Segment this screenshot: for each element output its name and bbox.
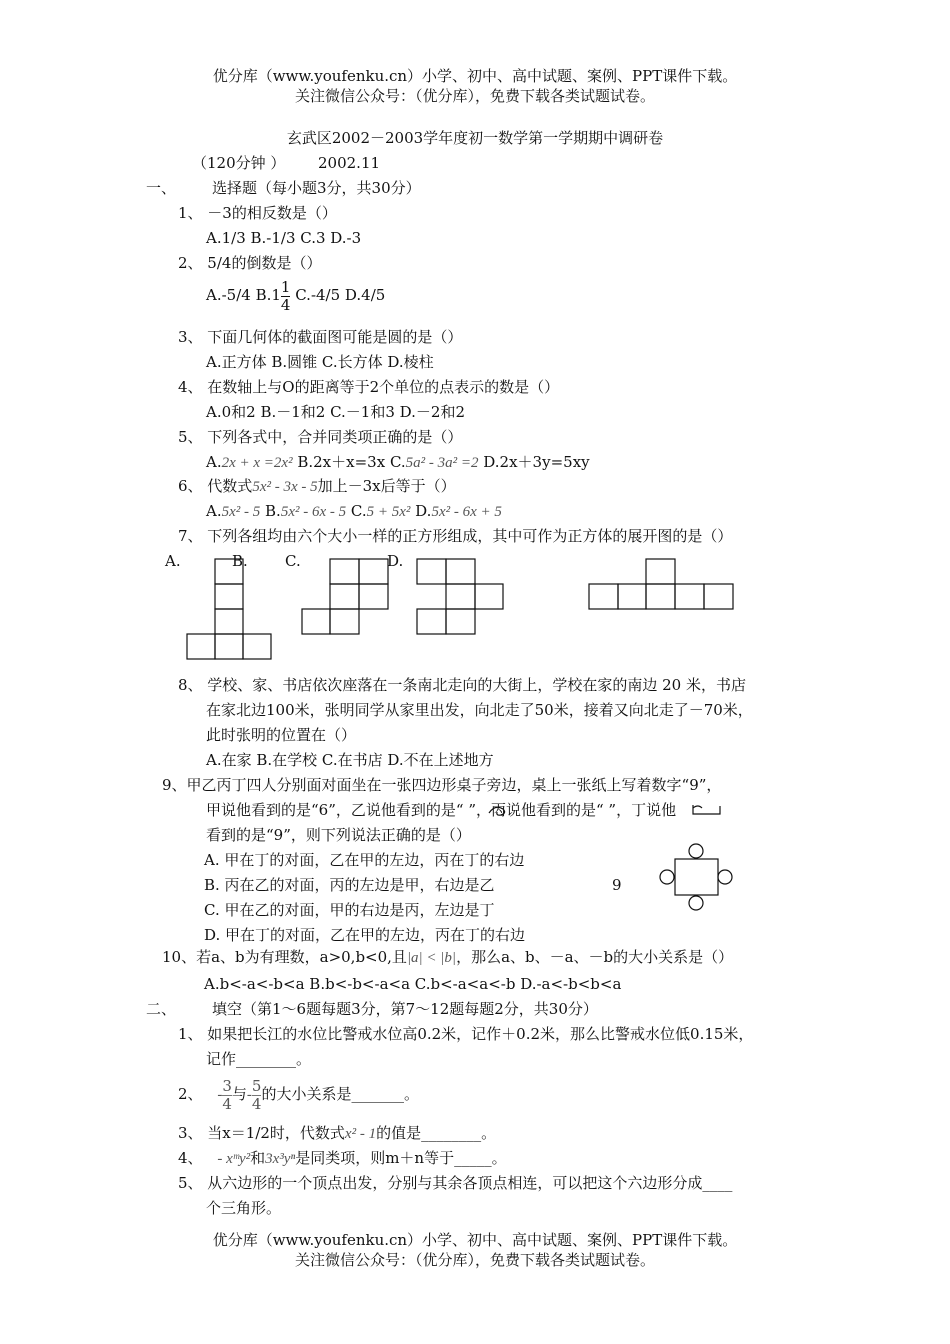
q6-math-a: 5x² - 5 [221,504,261,520]
q6-math-b: 5x² - 6x - 5 [280,504,347,520]
q6-label-a: A. [206,502,222,520]
q5-option-d: D.2x＋3y=5xy [478,453,590,471]
q4-stem: 4、 在数轴上与O的距离等于2个单位的点表示的数是（） [178,378,560,396]
s2-q5-line-1: 5、 从六边形的一个顶点出发，分别与其余各顶点相连，可以把这个六边形分成____ [178,1174,733,1192]
s2-q2-fraction-1 [222,1078,232,1113]
q9-line-2: 甲说他看到的是“6”，乙说他看到的是“ ”，丙说他看到的是“ ”，丁说他 [206,801,677,819]
exam-duration: （120分钟 ） [192,154,286,172]
rotated-nine-glyph-icon [485,800,521,820]
s2-q2-f2-num: 5 [251,1076,262,1095]
s2-q4-label: 4、 [178,1149,203,1167]
q9-line-1: 9、甲乙丙丁四人分别面对面坐在一张四边形桌子旁边，桌上一张纸上写着数字“9”， [162,776,722,794]
q8-line-2: 在家北边100米，张明同学从家里出发，向北走了50米，接着又向北走了－70米， [206,701,753,719]
net-c-square [417,609,446,634]
net-c-square [417,559,446,584]
s2-q4-mid: 和 [250,1149,266,1167]
seat-bottom-icon [689,896,703,910]
q7-label-d: D. [387,552,404,570]
seat-left-icon [660,870,674,884]
q1-options: A.1/3 B.-1/3 C.3 D.-3 [206,229,362,247]
q9-option-b: B. 丙在乙的对面，丙的左边是甲，右边是乙 [204,876,495,894]
net-b-square [359,559,388,584]
q5-label-a: A. [206,453,222,471]
net-c-square [446,609,475,634]
net-a-square [215,634,243,659]
q5-stem: 5、 下列各式中，合并同类项正确的是（） [178,428,463,446]
exam-date: 2002.11 [318,154,381,172]
s2-q4-math-1: - xᵐy² [217,1151,251,1167]
q9-paper-digit: 9 [612,876,622,894]
q6-options [206,501,502,522]
q6-stem [178,476,456,497]
q6-stem-math: 5x² - 3x - 5 [252,479,318,495]
s2-q1-line-1: 1、 如果把长江的水位比警戒水位高0.2米，记作＋0.2米，那么比警戒水位低0.15米， [178,1025,754,1043]
q2-fraction-den: 4 [280,295,291,314]
q2-option-b-whole: 1 [271,286,281,304]
section-1-number: 一、 [146,179,177,197]
q7-net-a [186,558,276,662]
s2-q3 [178,1123,496,1144]
q6-stem-a: 6、 代数式 [178,477,253,495]
s2-q2-f1-num: 3 [222,1076,232,1095]
s2-q1-line-2: 记作________。 [206,1050,312,1068]
s2-q2-neg-2: - [246,1087,252,1103]
q7-stem: 7、 下列各组均由六个大小一样的正方形组成，其中可作为正方体的展开图的是（） [178,527,733,545]
q5-math-a: 2x + x =2x² [221,455,293,471]
q10-stem-math: |a| < |b| [406,950,457,966]
net-d-square [646,584,675,609]
s2-q2-f1-den: 4 [222,1094,232,1113]
table-icon [675,859,718,895]
q6-math-d: 5x² - 6x + 5 [431,504,502,520]
s2-q4 [178,1148,507,1169]
q6-stem-b: 加上－3x后等于（） [317,477,456,495]
q7-net-b [301,558,391,638]
s2-q2-fraction-2 [252,1078,262,1113]
net-d-square [618,584,646,609]
section-1-title: 选择题（每小题3分，共30分） [212,179,421,197]
s2-q3-stem-a: 3、 当x＝1/2时，代数式 [178,1124,345,1142]
s2-q3-stem-b: 的值是________。 [376,1124,497,1142]
q7-label-c: C. [285,552,301,570]
q7-net-c [416,558,506,638]
q8-options: A.在家 B.在学校 C.在书店 D.不在上述地方 [206,751,494,769]
net-d-square [589,584,618,609]
q8-line-1: 8、 学校、家、书店依次座落在一条南北走向的大街上，学校在家的南边 20 米，书店 [178,676,746,694]
q9-option-c: C. 甲在乙的对面，甲的右边是丙，左边是丁 [204,901,495,919]
seat-top-icon [689,844,703,858]
s2-q2-neg-1: - [217,1087,223,1103]
q2-option-rest: C.-4/5 D.4/5 [290,286,386,304]
q5-option-b: B.2x＋x=3x C. [292,453,406,471]
q3-options: A.正方体 B.圆锥 C.长方体 D.棱柱 [206,353,434,371]
s2-q4-tail: 是同类项，则m＋n等于_____。 [295,1149,507,1167]
q6-math-c: 5 + 5x² [366,504,411,520]
net-c-square [475,584,503,609]
header-line-2: 关注微信公众号：（优分库），免费下载各类试题试卷。 [294,87,655,105]
q5-options [206,452,590,473]
q1-stem: 1、 －3的相反数是（） [178,204,337,222]
footer-line-1: 优分库（www.youfenku.cn）小学、初中、高中试题、案例、PPT课件下载。 [212,1231,738,1249]
q10-stem [162,947,733,968]
q6-label-d: D. [410,502,432,520]
q2-fraction-num: 1 [280,277,291,296]
s2-q2 [178,1074,419,1115]
rotated-six-glyph-icon [690,800,726,820]
net-b-square [330,609,359,634]
q2-options [206,278,385,314]
q10-options: A.b<-a<-b<a B.b<-b<-a<a C.b<-a<a<-b D.-a<-b<b<a [204,975,622,993]
net-a-square [215,609,243,634]
q7-label-a: A. [165,552,181,570]
net-b-square [359,584,388,609]
q9-option-d: D. 甲在丁的对面，乙在甲的左边，丙在丁的右边 [204,926,526,944]
net-d-square [675,584,704,609]
section-2-title: 填空（第1～6题每题3分，第7～12题每题2分，共30分） [212,1000,598,1018]
net-b-square [330,584,359,609]
net-a-square [243,634,271,659]
net-a-square [215,584,243,609]
q3-stem: 3、 下面几何体的截面图可能是圆的是（） [178,328,463,346]
q9-table-diagram [658,840,738,912]
q5-math-c: 5a² - 3a² =2 [405,455,479,471]
header-line-1: 优分库（www.youfenku.cn）小学、初中、高中试题、案例、PPT课件下载。 [212,67,738,85]
q6-label-b: B. [260,502,281,520]
q8-line-3: 此时张明的位置在（） [206,726,357,744]
net-d-square [704,584,733,609]
seat-right-icon [718,870,732,884]
net-d-square [646,559,675,584]
q10-stem-a: 10、若a、b为有理数，a>0,b<0,且 [162,948,407,966]
q7-label-b: B. [232,552,248,570]
q2-stem: 2、 5/4的倒数是（） [178,254,322,272]
net-a-square [187,634,215,659]
exam-title: 玄武区2002－2003学年度初一数学第一学期期中调研卷 [286,129,664,147]
section-2-number: 二、 [146,1000,177,1018]
net-a-square [215,559,243,584]
q2-option-a: A.-5/4 B. [206,286,272,304]
q7-net-d [588,558,736,612]
q9-option-a: A. 甲在丁的对面，乙在甲的左边，丙在丁的右边 [204,851,525,869]
q6-label-c: C. [346,502,367,520]
q4-options: A.0和2 B.－1和2 C.－1和3 D.－2和2 [206,403,466,421]
q9-line-3: 看到的是“9”，则下列说法正确的是（） [206,826,471,844]
net-c-square [446,584,475,609]
net-b-square [302,609,330,634]
s2-q3-math: x² - 1 [344,1126,377,1142]
s2-q2-mid: 与 [231,1085,247,1103]
net-b-square [330,559,359,584]
net-c-square [446,559,475,584]
s2-q2-tail: 的大小关系是_______。 [261,1085,419,1103]
s2-q4-math-2: 3x³yⁿ [265,1151,296,1167]
s2-q5-line-2: 个三角形。 [206,1199,282,1217]
q10-stem-b: ，那么a、b、－a、－b的大小关系是（） [456,948,734,966]
s2-q2-f2-den: 4 [251,1094,262,1113]
footer-line-2: 关注微信公众号：（优分库），免费下载各类试题试卷。 [294,1251,655,1269]
s2-q2-label: 2、 [178,1085,203,1103]
